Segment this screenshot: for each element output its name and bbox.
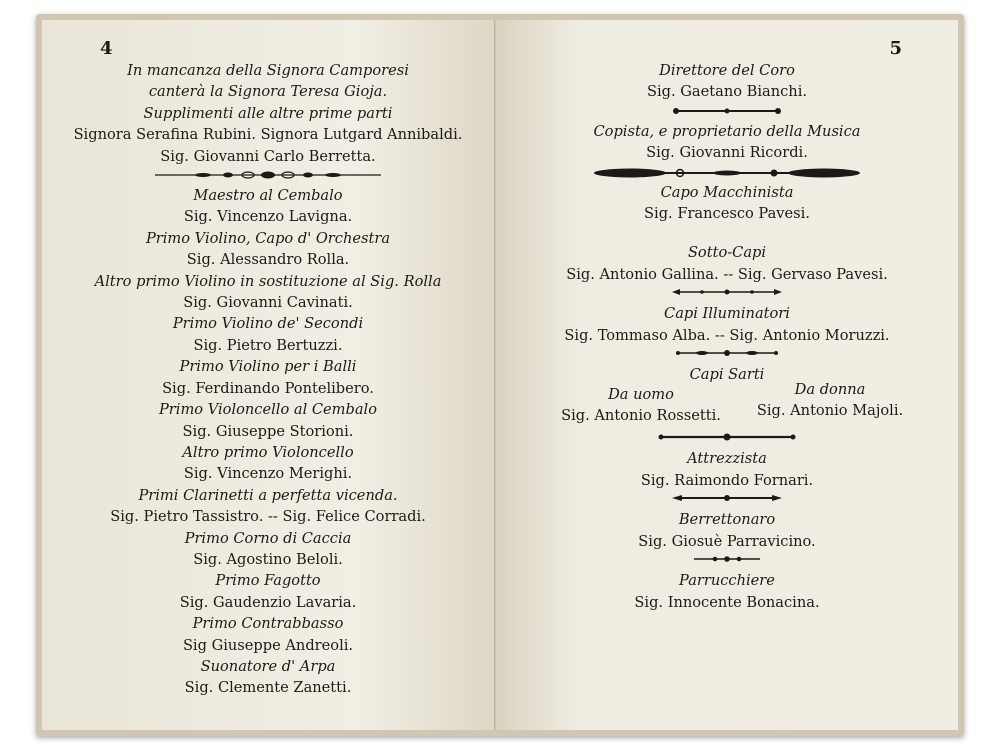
person-name: Sig. Antonio Gallina. -- Sig. Gervaso Pavesi. — [566, 265, 888, 283]
ornamental-rule — [42, 167, 494, 185]
person-name: Sig. Pietro Tassistro. -- Sig. Felice Corradi. — [110, 508, 426, 526]
intro-line: Signora Serafina Rubini. Signora Lutgard Annibaldi. — [73, 126, 463, 144]
person-name: Sig. Gaudenzio Lavaria. — [179, 593, 357, 611]
person-name: Sig. Francesco Pavesi. — [644, 205, 810, 223]
right-page — [496, 20, 958, 730]
column-da-donna — [740, 381, 920, 422]
role-label: Primo Corno di Caccia — [184, 529, 352, 547]
role-label: Capo Macchinista — [660, 183, 794, 201]
column-da-uomo — [552, 385, 730, 427]
person-name: Sig Giuseppe Andreoli. — [182, 636, 354, 654]
page-number: 4 — [100, 38, 113, 59]
intro-line: Sig. Giovanni Carlo Berretta. — [160, 147, 376, 165]
ornamental-rule — [496, 491, 958, 509]
capi-sarti-columns — [496, 381, 958, 430]
right-page-text — [496, 60, 958, 613]
role-label: Parrucchiere — [679, 572, 775, 590]
person-name: Sig. Gaetano Bianchi. — [646, 83, 808, 101]
person-name: Sig. Vincenzo Merighi. — [183, 465, 353, 483]
role-label: Copista, e proprietario della Musica — [593, 122, 861, 140]
role-label: Sotto-Capi — [687, 244, 767, 262]
sub-role-label: Da uomo — [608, 386, 674, 404]
role-label: Altro primo Violoncello — [182, 443, 354, 461]
role-label: Primo Violoncello al Cembalo — [158, 401, 378, 419]
ornamental-rule — [496, 103, 958, 121]
person-name: Sig. Giosuè Parravicino. — [638, 532, 816, 550]
intro-line: canterà la Signora Teresa Gioja. — [148, 83, 388, 101]
role-label: Suonatore d' Arpa — [200, 657, 336, 675]
person-name: Sig. Vincenzo Lavigna. — [183, 208, 353, 226]
person-name: Sig. Giovanni Ricordi. — [646, 144, 808, 162]
ornamental-rule — [496, 430, 958, 448]
person-name: Sig. Pietro Bertuzzi. — [193, 336, 343, 354]
role-label: Berrettonaro — [678, 511, 776, 529]
intro-line: In mancanza della Signora Camporesi — [127, 62, 409, 79]
page-number: 5 — [889, 38, 902, 59]
role-label: Direttore del Coro — [659, 62, 795, 79]
role-label: Primo Contrabbasso — [192, 615, 344, 633]
person-name: Sig. Raimondo Fornari. — [640, 471, 814, 489]
role-label: Primo Violino per i Balli — [179, 358, 357, 376]
person-name: Sig. Innocente Bonacina. — [634, 593, 820, 611]
intro-line: Supplimenti alle altre prime parti — [143, 104, 393, 122]
open-booklet — [36, 14, 964, 736]
ornamental-rule — [496, 285, 958, 303]
person-name: Sig. Tommaso Alba. -- Sig. Antonio Moruzzi. — [564, 326, 890, 344]
person-name: Sig. Giuseppe Storioni. — [182, 422, 354, 440]
left-page — [42, 20, 495, 730]
sub-role-label: Da donna — [794, 381, 866, 399]
role-label: Attrezzista — [687, 450, 767, 468]
role-label: Capi Illuminatori — [664, 305, 790, 323]
ornamental-rule — [496, 224, 958, 242]
person-name: Sig. Clemente Zanetti. — [184, 679, 352, 697]
person-name: Sig. Giovanni Cavinati. — [183, 294, 353, 312]
ornamental-rule — [496, 164, 958, 182]
role-label: Primo Violino de' Secondi — [172, 315, 364, 333]
role-label: Altro primo Violino in sostituzione al Sig. Rolla — [94, 272, 442, 290]
role-label: Primi Clarinetti a perfetta vicenda. — [138, 486, 398, 504]
role-label: Maestro al Cembalo — [193, 187, 343, 205]
role-label: Primo Fagotto — [215, 572, 321, 590]
person-name: Sig. Antonio Majoli. — [756, 402, 904, 420]
left-page-text — [42, 60, 494, 699]
ornamental-rule — [496, 552, 958, 570]
person-name: Sig. Antonio Rossetti. — [561, 407, 721, 425]
person-name: Sig. Alessandro Rolla. — [186, 251, 350, 269]
role-label: Primo Violino, Capo d' Orchestra — [145, 229, 391, 247]
person-name: Sig. Agostino Beloli. — [193, 550, 343, 568]
role-label: Capi Sarti — [689, 366, 765, 384]
ornamental-rule — [496, 346, 958, 364]
person-name: Sig. Ferdinando Pontelibero. — [162, 379, 374, 397]
